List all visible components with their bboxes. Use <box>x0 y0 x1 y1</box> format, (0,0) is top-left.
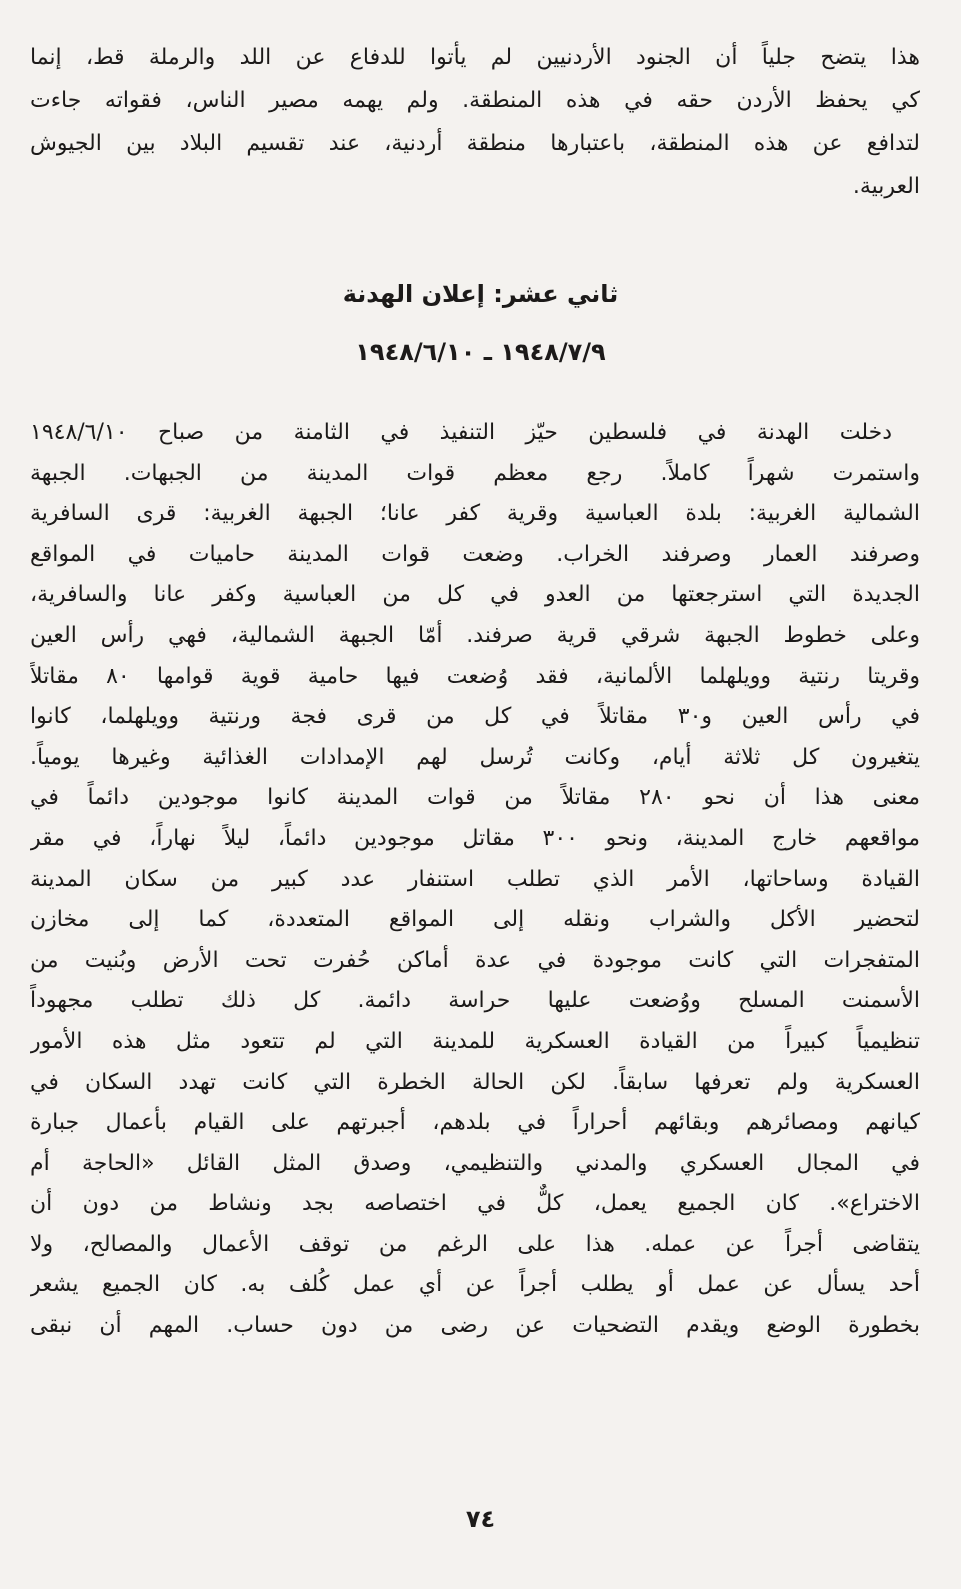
section-title: ثاني عشر: إعلان الهدنة <box>342 280 619 308</box>
text-line: المتفجرات التي كانت موجودة في عدة أماكن حُفرت تحت الأرض وبُنيت من <box>30 947 920 973</box>
text-line: القيادة وساحاتها، الأمر الذي تطلب استنفار عدد كبير من سكان المدينة <box>30 866 920 892</box>
paragraph-intro <box>30 36 920 208</box>
text-line-first <box>30 413 920 454</box>
text-line: كي يحفظ الأردن حقه في هذه المنطقة. ولم يهمه مصير الناس، فقواته جاءت <box>30 88 920 113</box>
text-line: لتدافع عن هذه المنطقة، باعتبارها منطقة أردنية، عند تقسيم البلاد بين الجيوش <box>30 131 920 156</box>
text-line: أحد يسأل عن عمل أو يطلب أجراً عن أي عمل كُلف به. كان الجميع يشعر <box>30 1272 920 1298</box>
date-range-text: ١٩٤٨/٧/٩ ـ ١٩٤٨/٦/١٠ <box>355 338 606 366</box>
text-line: وصرفند العمار وصرفند الخراب. وضعت قوات المدينة حاميات في المواقع <box>30 541 920 567</box>
text-line: في رأس العين و٣٠ مقاتلاً في كل من قرى فجة ورنتية وويلهلما، كانوا <box>30 704 920 730</box>
section-date-range <box>0 338 961 366</box>
text-line: الاختراع». كان الجميع يعمل، كلٌّ في اختصاصه بجد ونشاط من دون أن <box>30 1191 920 1217</box>
text-line: بخطورة الوضع ويقدم التضحيات عن رضى من دون حساب. المهم أن نبقى <box>30 1313 920 1339</box>
text-line: وقريتا رنتية وويلهلما الألمانية، فقد وُضعت فيها حامية قوية قوامها ٨٠ مقاتلاً <box>30 663 920 689</box>
text-line: العسكرية ولم تعرفها سابقاً. لكن الحالة الخطرة التي كانت تهدد السكان في <box>30 1069 920 1095</box>
text-line: تنظيمياً كبيراً من القيادة العسكرية للمدينة التي لم تتعود مثل هذه الأمور <box>30 1028 920 1054</box>
text-line: هذا يتضح جلياً أن الجنود الأردنيين لم يأتوا للدفاع عن اللد والرملة قط، إنما <box>30 45 920 70</box>
text-line: معنى هذا أن نحو ٢٨٠ مقاتلاً من قوات المدينة كانوا موجودين دائماً في <box>30 785 920 811</box>
text-line: لتحضير الأكل والشراب ونقله إلى المواقع المتعددة، كما إلى مخازن <box>30 907 920 933</box>
page-number: ٧٤ <box>465 1505 496 1533</box>
text-line: وعلى خطوط الجبهة شرقي قرية صرفند. أمّا الجبهة الشمالية، فهي رأس العين <box>30 622 920 648</box>
paragraph-truce <box>30 413 920 1347</box>
text-line: الجديدة التي استرجعتها من العدو في كل من العباسية وكفر عانا والسافرية، <box>30 582 920 608</box>
text-line: الأسمنت المسلح ووُضعت عليها حراسة دائمة. كل ذلك تطلب مجهوداً <box>30 988 920 1014</box>
text-segment: دخلت الهدنة في فلسطين حيّز التنفيذ في الثامنة من صباح <box>157 420 893 445</box>
text-line: في المجال العسكري والمدني والتنظيمي، وصدق المثل القائل «الحاجة أم <box>30 1150 920 1176</box>
date-text: ١٩٤٨/٦/١٠ <box>30 420 128 445</box>
text-line: العربية. <box>852 174 920 199</box>
text-line: يتقاضى أجراً عن عمله. هذا على الرغم من توقف الأعمال والمصالح، ولا <box>30 1231 920 1257</box>
text-line: مواقعهم خارج المدينة، ونحو ٣٠٠ مقاتل موجودين دائماً، ليلاً نهاراً، في مقر <box>30 825 920 851</box>
text-line: كيانهم ومصائرهم وبقائهم أحراراً في بلدهم، أجبرتهم على القيام بأعمال جبارة <box>30 1110 920 1136</box>
text-line: الشمالية الغربية: بلدة العباسية وقرية كفر عانا؛ الجبهة الغربية: قرى السافرية <box>30 501 920 527</box>
text-line: واستمرت شهراً كاملاً. رجع معظم قوات المدينة من الجبهات. الجبهة <box>30 460 920 486</box>
text-line: يتغيرون كل ثلاثة أيام، وكانت تُرسل لهم الإمدادات الغذائية وغيرها يومياً. <box>30 744 920 770</box>
